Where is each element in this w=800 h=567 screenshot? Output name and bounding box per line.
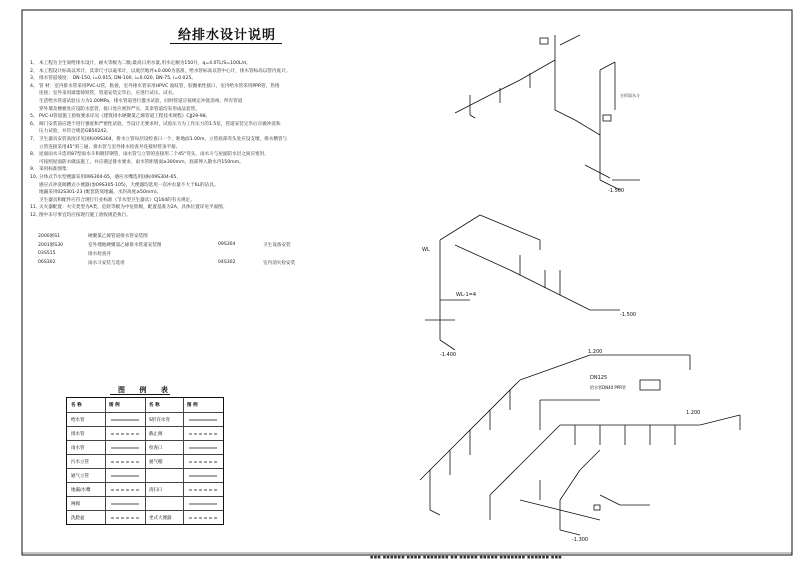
elevation-label: -1.400: [440, 352, 457, 358]
legend-symbol-icon: [185, 470, 221, 482]
standard-name2: 卫生设备安装: [263, 243, 291, 248]
design-note: [30, 197, 400, 205]
legend-symbol-icon: [107, 470, 143, 482]
note-text: 灭火器配置：火灾类型为A类，危险等级为中危险级，配置基准为2A，具体位置详见平面图。: [39, 205, 228, 211]
legend-symbol-icon: [185, 456, 221, 468]
note-text: 压力试验，并符合规范GB50242。: [39, 129, 111, 135]
legend-title: 图 例 表: [118, 386, 174, 394]
note-text: 可按照屋面防水做法施工，并应满足排水要求，雨水管距墙面≥300mm，底部伸入散水内150mm。: [39, 159, 244, 165]
legend-cell: 图 例: [187, 403, 198, 408]
legend-row: [67, 454, 223, 469]
note-number: 9、: [30, 167, 38, 173]
design-note: [30, 128, 400, 136]
standard-name: 排水检查井: [88, 252, 111, 257]
design-note: [30, 75, 400, 83]
note-number: 6、: [30, 121, 38, 127]
standard-name: 雨水斗安装与选用: [88, 261, 125, 266]
note-text: 连接；室外采用球墨铸铁管，管道安装完毕后，应进行试压、试水。: [39, 91, 177, 97]
standard-code: 06S302: [38, 260, 56, 265]
standard-code: 2000浙S1: [38, 234, 61, 239]
note-number: 11、: [30, 205, 41, 211]
standards-list: [38, 233, 378, 269]
note-text: 管 材：室内排水管采用PVC-U管，粘接，室外排水管采用HPVC 波纹管，胶圈柔性接口，室内给水管采用PPR管，热熔: [39, 83, 280, 89]
legend-row: [67, 440, 223, 455]
legend-cell: 清扫口: [149, 488, 163, 493]
design-note: [30, 90, 400, 98]
design-note: [30, 60, 400, 68]
note-text: 屋面雨水斗选用87型雨水斗和镀锌钢管，雨水管与立管的连接用二个45°弯头，雨水斗与屋面防水层之间应密封，: [39, 152, 269, 158]
legend-symbol-icon: [185, 414, 221, 426]
legend-symbol-icon: [185, 442, 221, 454]
note-text: 本工程设计标高以米计，其余尺寸以毫米计，以底层地坪±0.000为基准，给水管标高以管中心计，排水管标高以管内底计。: [39, 68, 291, 74]
legend-header-row: [67, 398, 223, 412]
legend-cell: 通气帽: [149, 460, 163, 465]
note-number: 8、: [30, 152, 38, 158]
page-title: 给排水设计说明: [178, 28, 277, 43]
note-number: 3、: [30, 76, 38, 82]
legend-symbol-icon: [107, 512, 143, 524]
standard-name2: 室内消火栓安装: [263, 261, 296, 266]
standard-code: 2001浙S30: [38, 243, 64, 248]
design-note: [30, 204, 400, 212]
note-number: 1、: [30, 61, 38, 66]
note-text: 本工程为卫生间给排水设计，耐火等级为二级;最高日用水量,用水定额为150升，q=4.0TL/S=100L/d。: [39, 61, 251, 66]
legend-cell: 给水管: [71, 418, 85, 423]
title-block-strip: ■■■ ■■■■■■ ■■■■ ■■■■■■■ ■■ ■■■■■ ■■■■■ ■■■■■■■ ■■■■■■ ■■■: [370, 555, 562, 559]
fixture-label: 方形雨水斗: [620, 93, 640, 98]
design-note: [30, 98, 400, 106]
legend-symbol-icon: [185, 428, 221, 440]
design-note: [30, 113, 400, 121]
riser-diagram-bottom: [420, 355, 740, 535]
design-note: [30, 174, 400, 182]
note-number: 4、: [30, 83, 38, 89]
design-note: [30, 159, 400, 167]
legend-symbol-icon: [107, 442, 143, 454]
design-note: [30, 151, 400, 159]
note-text: 地漏采用02S301-23 (配套防臭地漏，水封高度≥50mm)。: [39, 190, 162, 196]
design-notes: [30, 60, 400, 219]
standard-row: [38, 242, 378, 251]
legend-cell: 通气立管: [71, 474, 89, 479]
standard-code2: 09S304: [218, 242, 236, 247]
note-number: 5、: [30, 114, 38, 120]
note-number: 10、: [30, 174, 41, 180]
legend-symbol-icon: [185, 512, 221, 524]
title-underline: [170, 43, 282, 44]
standard-code2: 04S302: [218, 260, 236, 265]
note-number: 2、: [30, 68, 38, 74]
elevation-label: -1.500: [620, 312, 637, 318]
design-note: [30, 136, 400, 144]
note-text: 生活给水管道试验压力为1.00MPa，排水管道进行灌水试验，同时管道应按规定冲洗消毒，所有管道: [39, 98, 243, 104]
note-text: 排水管道坡度： DN-150, i=0.015, DN-100, i=0.020, DN-75, i=0.025。: [39, 76, 196, 82]
legend-table: [66, 397, 224, 525]
elevation-label: 1.200: [588, 349, 603, 355]
pipe-label: WL: [422, 247, 430, 253]
standard-row: [38, 233, 378, 242]
standard-code: 03S515: [38, 251, 56, 256]
note-text: 立管连接采用45°斜三通，排水管与室外排水检查井连接时管顶平接。: [39, 144, 181, 150]
legend-cell: 检查口: [149, 446, 163, 451]
legend-cell: 污水立管: [71, 460, 89, 465]
legend-cell: S形存水弯: [149, 418, 170, 423]
legend-symbol-icon: [107, 414, 143, 426]
legend-cell: 地漏/水嘴: [71, 488, 91, 493]
note-text: 卫生器具安装高度详见国标09S304，排水立管每层设检查口一个，距地面1.00m，立管底部弯头处应设支墩，排水横管与: [39, 136, 288, 142]
riser-diagram-middle: [425, 215, 620, 350]
pipe-label: WL-1=4: [456, 292, 476, 298]
legend-symbol-icon: [107, 428, 143, 440]
standard-name: 硬聚氯乙烯管道排水管安装图: [88, 234, 148, 239]
design-note: [30, 182, 400, 190]
note-number: 7、: [30, 136, 38, 142]
legend-symbol-icon: [185, 498, 221, 510]
elevation-label: 1.200: [686, 410, 701, 416]
legend-title-underline: [110, 394, 170, 395]
design-note: [30, 212, 400, 220]
legend-row: [67, 496, 223, 511]
legend-cell: 图 例: [109, 403, 120, 408]
pipe-size-label: DN125: [590, 375, 608, 381]
note-text: 穿外墙及楼板处应设防水套管，接口处应密封严实，其余管道均采用成品套管。: [39, 106, 200, 112]
legend-row: [67, 510, 223, 525]
note-text: 感应式冲洗阀蹲式小便器(参09S305-105)，大便器均选用一次冲水量不大于6L的洁具。: [39, 182, 219, 188]
legend-row: [67, 426, 223, 441]
note-text: PVC-U管道施工验收要求详见《建筑排水硬聚氯乙烯管道工程技术规程》CJJ29-98。: [39, 114, 211, 120]
legend-cell: 名 称: [71, 403, 82, 408]
legend-row: [67, 412, 223, 427]
standard-row: [38, 260, 378, 269]
note-text: 采用标准图集：: [39, 167, 72, 173]
legend-cell: 闸阀: [71, 502, 80, 507]
legend-row: [67, 482, 223, 497]
legend-symbol-icon: [107, 498, 143, 510]
legend-cell: 洗脸盆: [71, 516, 85, 521]
design-note: [30, 144, 400, 152]
note-number: 12、: [30, 212, 41, 218]
pipe-note-label: 给水管DN40 PPR管: [590, 385, 627, 390]
note-text: 分体式节水型便器采用09S304-65，感应水嘴选用国标09S304-65，: [39, 174, 181, 180]
design-note: [30, 166, 400, 174]
legend-symbol-icon: [107, 456, 143, 468]
legend-cell: 坐式大便器: [149, 516, 172, 521]
design-note: [30, 189, 400, 197]
elevation-label: -1.300: [572, 537, 589, 543]
legend-cell: 截止阀: [149, 432, 163, 437]
standard-name: 室外埋地硬聚氯乙烯排水管道安装图: [88, 243, 162, 248]
legend-row: [67, 468, 223, 483]
elevation-label: -1.500: [608, 188, 625, 194]
legend-cell: 名 称: [149, 403, 160, 408]
legend-cell: 雨水管: [71, 446, 85, 451]
note-text: 图中未尽事宜均应按现行施工验收规范执行。: [39, 212, 131, 218]
legend-cell: 排水管: [71, 432, 85, 437]
legend-symbol-icon: [185, 484, 221, 496]
note-text: 阀门安装前应逐个进行强度和严密性试验，当设计无要求时，试验压力为工作压力的1.5倍，管道安装完毕后应做冲洗和: [39, 121, 281, 127]
design-note: [30, 106, 400, 114]
riser-diagram-top: [455, 35, 640, 190]
note-text: 卫生器具和配件应符合现行行业标准《节水型卫生器具》CJ164的有关规定。: [39, 197, 195, 203]
legend-symbol-icon: [107, 484, 143, 496]
design-note: [30, 83, 400, 91]
design-note: [30, 121, 400, 129]
standard-row: [38, 251, 378, 260]
design-note: [30, 68, 400, 76]
